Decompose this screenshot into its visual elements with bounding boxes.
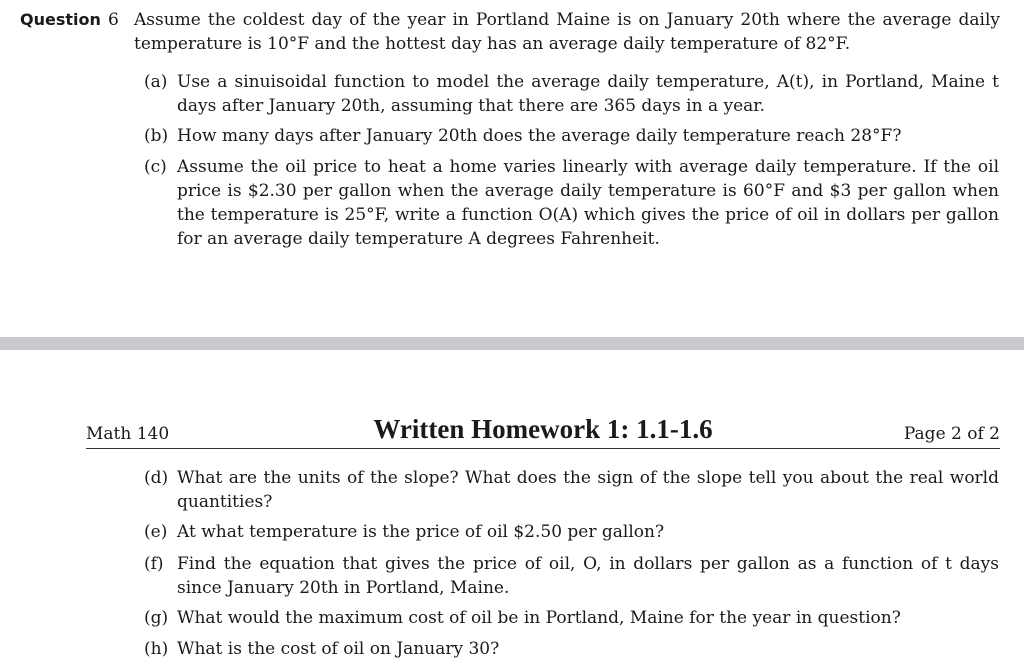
part-letter: (e) bbox=[144, 522, 168, 542]
part-letter: (d) bbox=[144, 468, 169, 488]
part-text: Assume the oil price to heat a home varies linearly with average daily temperature. If the oil price is $2.30 per gallon when the average daily temperature is 60°F and $3 per gallon when the temperature is 25°F, write a function O(A) which gives the price of oil in dollars per gallon for an average daily temperature A degrees Fahrenheit. bbox=[177, 157, 999, 249]
question-text: Assume the coldest day of the year in Portland Maine is on January 20th where the average daily temperature is 10°F and the hottest day has an average daily temperature of 82°F. bbox=[134, 10, 1000, 54]
part-text: How many days after January 20th does the average daily temperature reach 28°F? bbox=[177, 126, 902, 146]
part-letter: (a) bbox=[144, 72, 168, 92]
page-title: Written Homework 1: 1.1-1.6 bbox=[373, 414, 713, 444]
part-text: Find the equation that gives the price of oil, O, in dollars per gallon as a function of t days since January 20th in Portland, Maine. bbox=[177, 554, 999, 598]
question-number: 6 bbox=[108, 10, 119, 30]
part-text: What is the cost of oil on January 30? bbox=[177, 639, 500, 659]
part-letter: (g) bbox=[144, 608, 169, 628]
page-header bbox=[86, 412, 1000, 449]
part-letter: (h) bbox=[144, 639, 169, 659]
part-text: What would the maximum cost of oil be in Portland, Maine for the year in question? bbox=[177, 608, 901, 628]
part-letter: (b) bbox=[144, 126, 169, 146]
part-letter: (c) bbox=[144, 157, 167, 177]
part-letter: (f) bbox=[144, 554, 164, 574]
part-text: What are the units of the slope? What does the sign of the slope tell you about the real world quantities? bbox=[177, 468, 999, 512]
page-number: Page 2 of 2 bbox=[903, 424, 1000, 444]
question-label: Question bbox=[20, 10, 101, 29]
part-text: Use a sinuisoidal function to model the average daily temperature, A(t), in Portland, Maine t days after January 20th, assuming that there are 365 days in a year. bbox=[177, 72, 999, 116]
part-text: At what temperature is the price of oil $2.50 per gallon? bbox=[177, 522, 665, 542]
page-separator bbox=[0, 337, 1024, 350]
course-name: Math 140 bbox=[86, 424, 170, 444]
